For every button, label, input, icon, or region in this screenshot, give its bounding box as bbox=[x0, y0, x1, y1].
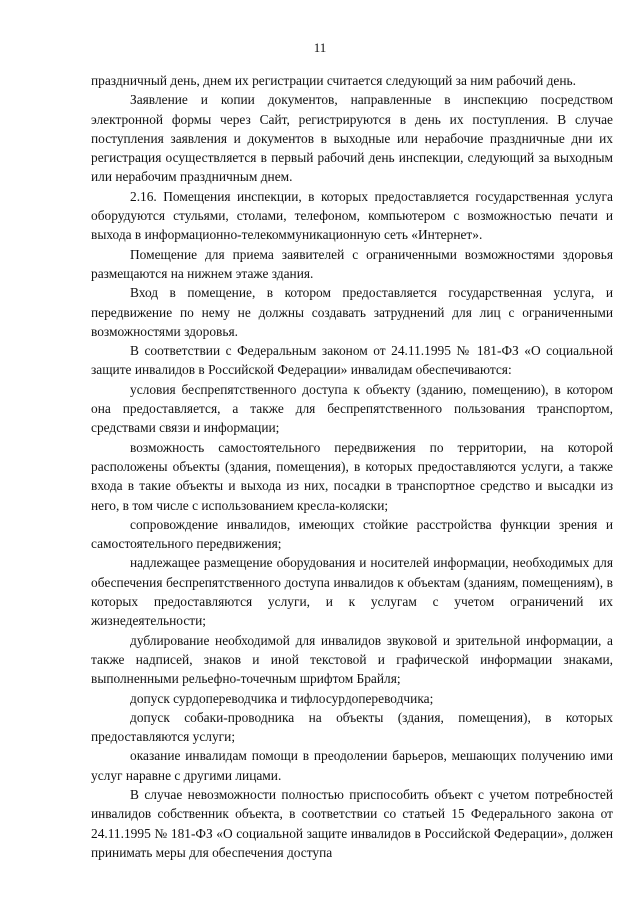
list-item-sign-interpreter: допуск сурдопереводчика и тифлосурдопереводчика; bbox=[130, 690, 434, 706]
paragraph-ground-floor: Помещение для приема заявителей с ограниченными возможностями здоровья размещаются на нижнем этаже здания. bbox=[91, 246, 613, 281]
page-number: 11 bbox=[313, 40, 327, 55]
paragraph-federal-law: В соответствии с Федеральным законом от 24.11.1995 № 181-ФЗ «О социальной защите инвалидов в Российской Федерации» инвалидам обеспечиваются: bbox=[91, 343, 613, 378]
document-body bbox=[91, 71, 613, 862]
list-item-independent-movement: возможность самостоятельного передвижения по территории, на которой расположены объекты (здания, помещения), в которых предоставляются услуги, а также входа в такие объекты и выхода из них, посадки в транспортное средство и высадки из него, в том числе с использованием кресла-коляски; bbox=[91, 439, 613, 513]
list-item-equipment-placement: надлежащее размещение оборудования и носителей информации, необходимых для обеспечения беспрепятственного доступа инвалидов к объектам (зданиям, помещениям), в которых предоставляются услуги, и к услугам с учетом ограничений их жизнедеятельности; bbox=[91, 555, 613, 629]
list-item-guide-dog: допуск собаки-проводника на объекты (здания, помещения), в которых предоставляются услуги; bbox=[91, 709, 613, 745]
paragraph-adaptation-impossible: В случае невозможности полностью приспособить объект с учетом потребностей инвалидов собственник объекта, в соответствии со статьей 15 Федерального закона от 24.11.1995 № 181-ФЗ «О социальной защите инвалидов в Российской Федерации», должен принимать меры для обеспечения доступа bbox=[91, 786, 613, 860]
list-item-assistance: оказание инвалидам помощи в преодолении барьеров, мешающих получению ими услуг наравне с другими лицами. bbox=[91, 748, 613, 783]
list-item-information-duplication: дублирование необходимой для инвалидов звуковой и зрительной информации, а также надписей, знаков и иной текстовой и графической информации знаками, выполненными рельефно-точечным шрифтом Брайля; bbox=[91, 632, 613, 687]
paragraph-continuation: праздничный день, днем их регистрации считается следующий за ним рабочий день. bbox=[91, 73, 576, 88]
list-item-accompaniment: сопровождение инвалидов, имеющих стойкие расстройства функции зрения и самостоятельного передвижения; bbox=[91, 516, 613, 552]
paragraph-electronic-submission: Заявление и копии документов, направленные в инспекцию посредством электронной формы через Сайт, регистрируются в день их поступления. В случае поступления заявления и документов в выходные или нерабочие праздничные дни их регистрация осуществляется в первый рабочий день инспекции, следующий за выходным или нерабочим праздничным днем. bbox=[91, 92, 613, 185]
paragraph-entrance: Вход в помещение, в котором предоставляется государственная услуга, и передвижение по нему не должны создавать затруднений для лиц с ограниченными возможностями здоровья. bbox=[91, 285, 613, 339]
list-item-access-conditions: условия беспрепятственного доступа к объекту (зданию, помещению), в котором она предоставляется, а также для беспрепятственного пользования транспортом, средствами связи и информации; bbox=[91, 381, 613, 436]
paragraph-section-2-16: 2.16. Помещения инспекции, в которых предоставляется государственная услуга оборудуются стульями, столами, телефоном, компьютером с возможностью печати и выхода в информационно-телекоммуникационную сеть «Интернет». bbox=[91, 188, 613, 243]
